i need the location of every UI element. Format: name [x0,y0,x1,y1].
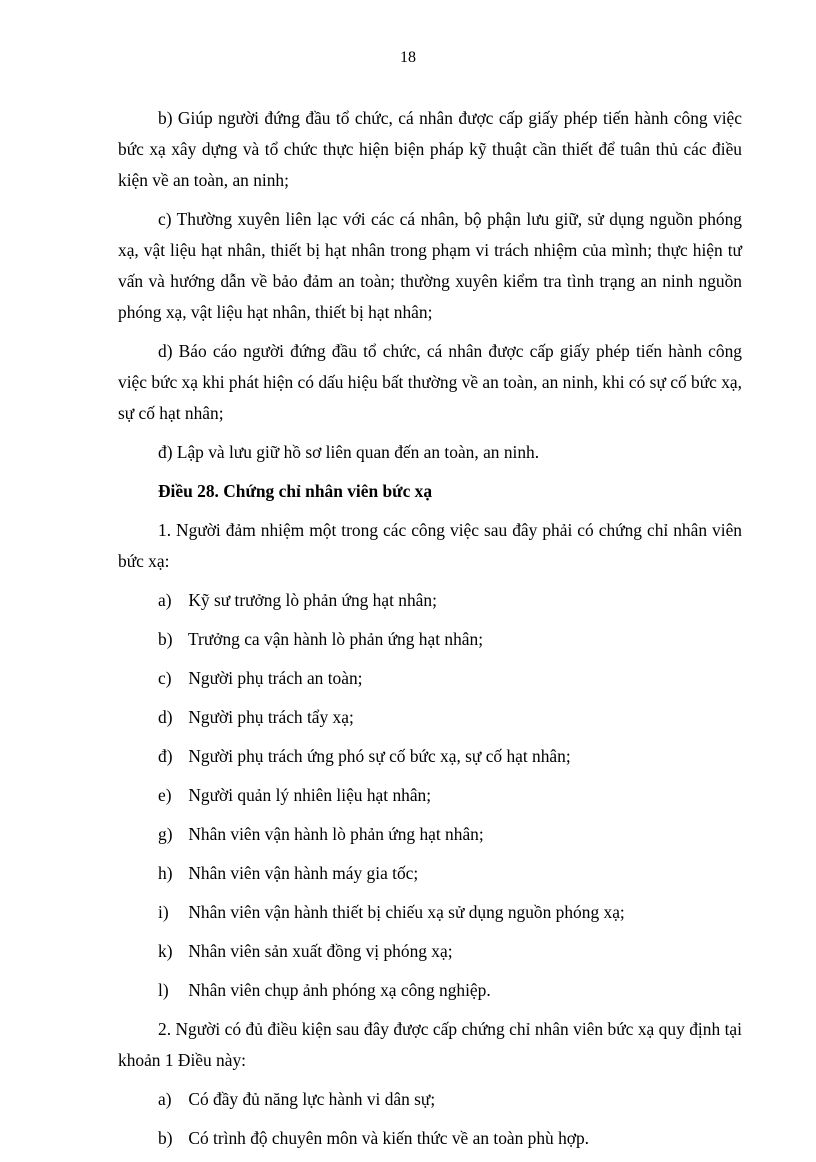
list-item-text: Trưởng ca vận hành lò phản ứng hạt nhân; [188,629,484,649]
list-item-label: k) [158,941,173,961]
list-item-label: e) [158,785,172,805]
list-item [118,819,742,850]
list-item-text: Có trình độ chuyên môn và kiến thức về an toàn phù hợp. [188,1128,590,1148]
paragraph-b-support-head: b) Giúp người đứng đầu tổ chức, cá nhân được cấp giấy phép tiến hành công việc bức xạ xây dựng và tổ chức thực hiện biện pháp kỹ thuật cần thiết để tuân thủ các điều kiện về an toàn, an ninh; [118,108,742,190]
list-item [118,975,742,1006]
list-item [118,702,742,733]
list-item-label: l) [158,980,169,1000]
list-item-label: b) [158,1128,173,1148]
article-heading: Điều 28. Chứng chỉ nhân viên bức xạ [158,481,433,501]
list-item-text: Người quản lý nhiên liệu hạt nhân; [188,785,432,805]
list-item [118,585,742,616]
list-item-label: i) [158,902,169,922]
list-item-label: đ) [158,746,173,766]
list-item [118,936,742,967]
list-item-label: a) [158,1089,172,1109]
list-item [118,897,742,928]
page-number: 18 [400,49,416,66]
list-item [118,663,742,694]
list-item-text: Nhân viên vận hành lò phản ứng hạt nhân; [188,824,484,844]
list-item-label: b) [158,629,173,649]
clause-1-intro: 1. Người đảm nhiệm một trong các công việc sau đây phải có chứng chỉ nhân viên bức xạ: [118,520,742,571]
list-item-text: Nhân viên chụp ảnh phóng xạ công nghiệp. [188,980,491,1000]
list-item-label: h) [158,863,173,883]
paragraph-d-report: d) Báo cáo người đứng đầu tổ chức, cá nhân được cấp giấy phép tiến hành công việc bức xạ khi phát hiện có dấu hiệu bất thường về an toàn, an ninh, khi có sự cố bức xạ, sự cố hạt nhân; [118,341,742,423]
list-item [118,1084,742,1115]
list-item-label: a) [158,590,172,610]
list-item-label: g) [158,824,173,844]
list-item [118,741,742,772]
list-item-text: Kỹ sư trưởng lò phản ứng hạt nhân; [188,590,437,610]
list-item-text: Nhân viên sản xuất đồng vị phóng xạ; [188,941,453,961]
list-item-text: Người phụ trách ứng phó sự cố bức xạ, sự cố hạt nhân; [188,746,571,766]
list-item [118,1123,742,1154]
list-item-label: c) [158,668,172,688]
list-item-text: Nhân viên vận hành thiết bị chiếu xạ sử dụng nguồn phóng xạ; [188,902,625,922]
list-item-label: d) [158,707,173,727]
list-item-text: Có đầy đủ năng lực hành vi dân sự; [188,1089,436,1109]
list-item-text: Nhân viên vận hành máy gia tốc; [188,863,419,883]
clause-2-intro: 2. Người có đủ điều kiện sau đây được cấp chứng chỉ nhân viên bức xạ quy định tại khoản 1 Điều này: [118,1019,742,1070]
list-item [118,780,742,811]
document-body [118,103,742,1162]
paragraph-c-liaison: c) Thường xuyên liên lạc với các cá nhân, bộ phận lưu giữ, sử dụng nguồn phóng xạ, vật liệu hạt nhân, thiết bị hạt nhân trong phạm vi trách nhiệm của mình; thực hiện tư vấn và hướng dẫn về bảo đảm an toàn; thường xuyên kiểm tra tình trạng an ninh nguồn phóng xạ, vật liệu hạt nhân, thiết bị hạt nhân; [118,209,742,322]
list-item [118,624,742,655]
list-item-text: Người phụ trách tẩy xạ; [188,707,354,727]
paragraph-dd-records: đ) Lập và lưu giữ hồ sơ liên quan đến an toàn, an ninh. [158,442,540,462]
list-item [118,858,742,889]
list-item-text: Người phụ trách an toàn; [188,668,363,688]
